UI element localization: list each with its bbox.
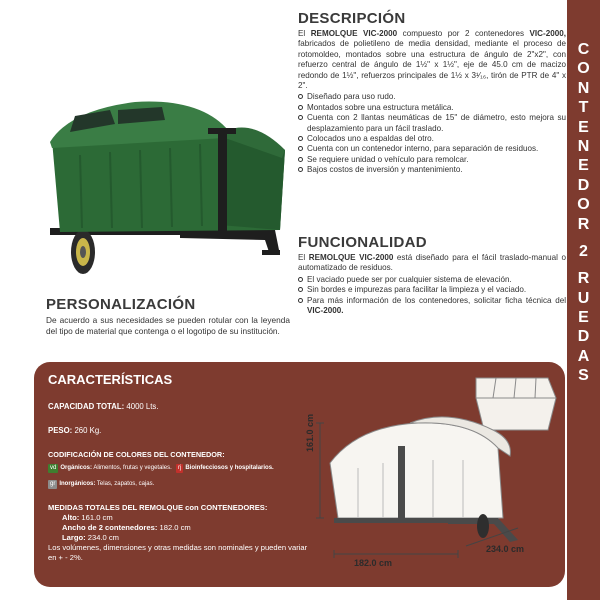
biohazard-code: rj Bioinfecciosos y hospitalarios.: [178, 465, 274, 471]
bullet-icon: [298, 157, 303, 162]
bullet-icon: [298, 298, 303, 303]
measurements-block: MEDIDAS TOTALES DEL REMOLQUE con CONTENEDORES: Alto: 161.0 cm Ancho de 2 contenedores: 182.0 cm Largo: 234.0 cm Los volúmenes, dimensiones y otras medidas son nominales y pueden variar en + - 2%.: [48, 503, 308, 562]
bullet-icon: [298, 167, 303, 172]
band-letter: T: [578, 99, 589, 117]
bullet-icon: [298, 105, 303, 110]
side-band: [567, 0, 600, 600]
bullet-icon: [298, 277, 303, 282]
description-section: [298, 10, 566, 176]
bullet-icon: [298, 146, 303, 151]
organic-tag: vd: [50, 465, 57, 471]
band-letter: U: [577, 289, 590, 307]
list-item: Diseñado para uso rudo.: [298, 92, 566, 102]
inner-container-illustration: [476, 378, 556, 430]
list-item: Bajos costos de inversión y mantenimiento.: [298, 165, 566, 175]
band-letter: D: [577, 176, 590, 194]
band-letter: N: [577, 137, 590, 155]
description-bullets: [298, 92, 566, 175]
band-letter: E: [578, 157, 589, 175]
functionality-text: El REMOLQUE VIC-2000 está diseñado para el fácil traslado-manual o automatizado de residuos.: [298, 253, 566, 273]
characteristics-title: CARACTERÍSTICAS: [48, 372, 173, 387]
list-item: Colocados uno a espaldas del otro.: [298, 134, 566, 144]
band-letter: R: [577, 270, 590, 288]
functionality-bullets: [298, 275, 566, 317]
height-dimension-label: 161.0 cm: [305, 413, 315, 452]
list-item: Montados sobre una estructura metálica.: [298, 103, 566, 113]
list-item: El vaciado puede ser por cualquier sistema de elevación.: [298, 275, 566, 285]
biohazard-tag: rj: [178, 465, 182, 471]
length-dimension-label: 234.0 cm: [486, 544, 525, 554]
band-letter: E: [578, 118, 589, 136]
personalization-section: [46, 296, 290, 336]
white-trailer-illustration: [330, 417, 518, 542]
band-letter: 2: [579, 242, 588, 260]
measurements-note: Los volúmenes, dimensiones y otras medidas son nominales y pueden variar en + - 2%.: [48, 543, 308, 562]
band-letter: N: [577, 79, 590, 97]
band-letter: D: [577, 328, 590, 346]
width-dimension-label: 182.0 cm: [354, 558, 393, 568]
vertical-title: [567, 40, 600, 386]
functionality-section: [298, 234, 566, 316]
capacity-row: CAPACIDAD TOTAL: 4000 Lts.: [48, 402, 159, 411]
band-letter: O: [577, 60, 590, 78]
color-coding-title: CODIFICACIÓN DE COLORES DEL CONTENEDOR:: [48, 450, 225, 459]
organic-code: vd Orgánicos: Alimentos, frutas y vegetales.: [50, 465, 172, 471]
trailer-product-image: [30, 80, 290, 280]
band-letter: C: [577, 41, 590, 58]
bullet-icon: [298, 94, 303, 99]
functionality-title: FUNCIONALIDAD: [298, 234, 427, 251]
inorganic-tag: gr: [50, 481, 56, 487]
description-text: El REMOLQUE VIC-2000 compuesto por 2 contenedores VIC-2000, fabricados de polietileno de media densidad, mediante el proceso de rotomoldeo, montados sobre una estructura de ángulo de 2"x2", con refuerzo central de ángulo de 1½" x 1½", eje de 45.0 cm de macizo redondo de 1½", refuerzos principales de 1½ x 3¹⁄₁₆, tirón de PTR de 4" x 2".: [298, 29, 566, 91]
band-letter: A: [577, 347, 590, 365]
bullet-icon: [298, 287, 303, 292]
list-item: Cuenta con un contenedor interno, para separación de residuos.: [298, 144, 566, 154]
weight-row: PESO: 260 Kg.: [48, 426, 102, 435]
bullet-icon: [298, 115, 303, 120]
personalization-text: De acuerdo a sus necesidades se pueden rotular con la leyenda del tipo de material que contenga o el logotipo de su institución.: [46, 315, 290, 336]
inorganic-code: gr Inorgánicos: Telas, zapatos, cajas.: [50, 481, 155, 487]
list-item: Para más información de los contenedores, solicitar ficha técnica del VIC-2000.: [298, 296, 566, 317]
band-letter: R: [577, 215, 590, 233]
band-letter: O: [577, 196, 590, 214]
bullet-icon: [298, 136, 303, 141]
list-item: Sin bordes e impurezas para facilitar la limpieza y el vaciado.: [298, 285, 566, 295]
list-item: Cuenta con 2 llantas neumáticas de 15" de diámetro, esto mejora su desplazamiento para un fácil traslado.: [298, 113, 566, 134]
list-item: Se requiere unidad o vehículo para remolcar.: [298, 155, 566, 165]
band-letter: S: [578, 367, 589, 385]
band-letter: E: [578, 309, 589, 327]
description-title: DESCRIPCIÓN: [298, 10, 406, 27]
personalization-title: PERSONALIZACIÓN: [46, 296, 196, 313]
